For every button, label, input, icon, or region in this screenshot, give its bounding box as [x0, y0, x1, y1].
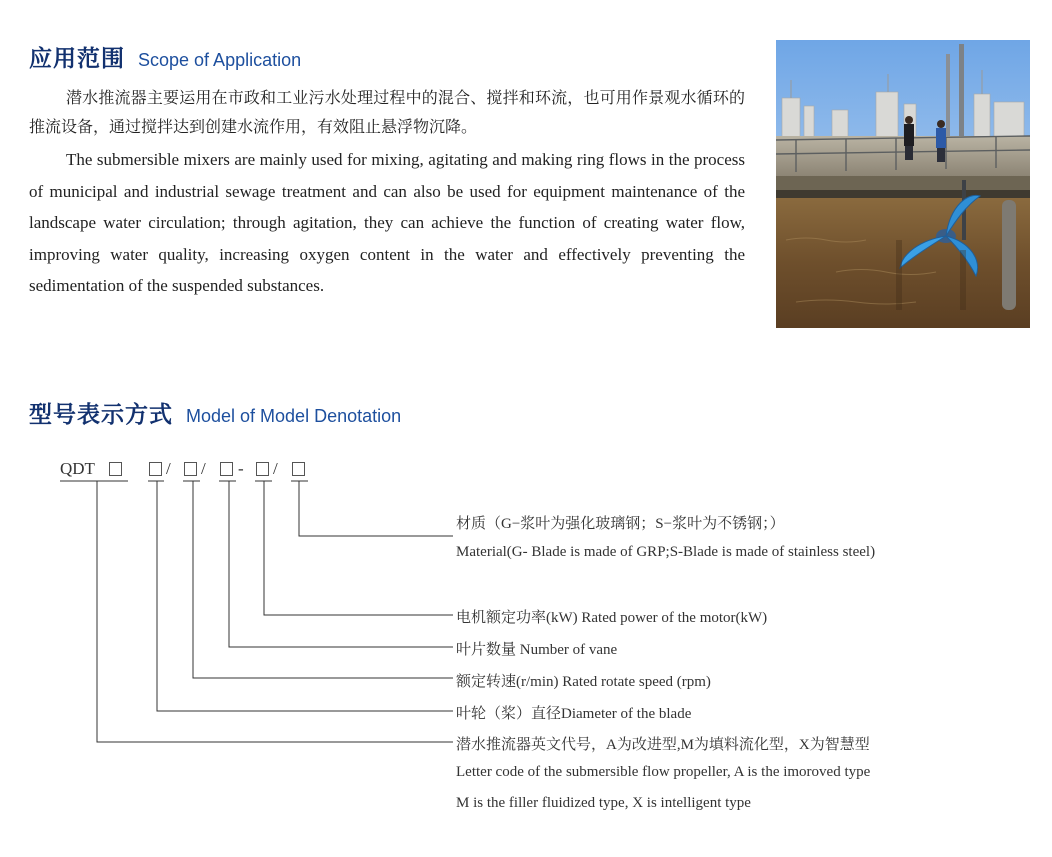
label-letter-code-en-1: Letter code of the submersible flow propeller, A is the imoroved type — [456, 764, 871, 780]
denotation-title-zh: 型号表示方式 — [29, 402, 173, 428]
separator-slash-2: / — [201, 459, 206, 478]
separator-slash-1: / — [166, 459, 171, 478]
label-letter-code-en-2: M is the filler fluidized type, X is intelligent type — [456, 795, 751, 811]
label-rated-power: 电机额定功率(kW) Rated power of the motor(kW) — [456, 610, 768, 626]
model-code-prefix: QDT — [60, 459, 95, 478]
label-rated-speed: 额定转速(r/min) Rated rotate speed (rpm) — [456, 674, 711, 690]
denotation-title-en: Model of Model Denotation — [186, 406, 402, 426]
separator-dash: - — [238, 459, 244, 478]
scope-paragraph-en: The submersible mixers are mainly used for mixing, agitating and making ring flows in the process of municipal and industrial sewage treatment and can also be used for equipment maintenance of the landscape water circulation; through agitation, they can achieve the function of creating water flow, improving water quality, increasing oxygen content in the water and effectively preventing the sedimentation of the suspended substances. — [29, 150, 745, 295]
label-blade-diameter: 叶轮（桨）直径Diameter of the blade — [456, 706, 692, 722]
separator-slash-3: / — [273, 459, 278, 478]
scope-title-en: Scope of Application — [138, 50, 302, 70]
label-letter-code-zh: 潜水推流器英文代号，A为改进型,M为填料流化型，X为智慧型 — [456, 737, 870, 753]
label-vane-count: 叶片数量 Number of vane — [456, 642, 618, 658]
label-material-en: Material(G- Blade is made of GRP;S-Blade is made of stainless steel) — [456, 544, 876, 560]
label-material-zh: 材质（G−浆叶为强化玻璃钢；S−浆叶为不锈钢；） — [456, 516, 785, 532]
scope-paragraph-zh: 潜水推流器主要运用在市政和工业污水处理过程中的混合、搅拌和环流，也可用作景观水循环的推流设备，通过搅拌达到创建水流作用，有效阻止悬浮物沉降。 — [29, 90, 745, 136]
scope-title-zh: 应用范围 — [29, 46, 125, 72]
